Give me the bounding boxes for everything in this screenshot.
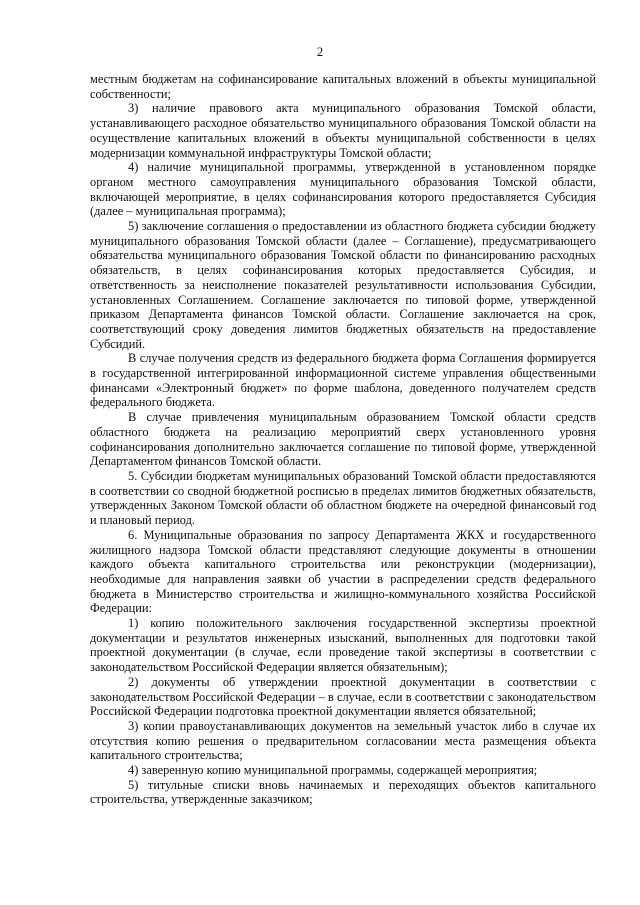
paragraph-doc-1: 1) копию положительного заключения государственной экспертизы проектной документации и результатов инженерных изысканий, выполненных для подготовки такой проектной документации (в случае, если проведение такой экспертизы в соответствии с законодательством Российской Федерации является обязательным); bbox=[90, 616, 596, 675]
paragraph-item-4: 4) наличие муниципальной программы, утвержденной в установленном порядке органом местного самоуправления муниципального образования Томской области, включающей мероприятие, в целях софинансирования которого предоставляется Субсидия (далее – муниципальная программа); bbox=[90, 160, 596, 219]
paragraph-section-5: 5. Субсидии бюджетам муниципальных образований Томской области предоставляются в соответствии со сводной бюджетной росписью в пределах лимитов бюджетных обязательств, утвержденных Законом Томской области об областном бюджете на очередной финансовый год и плановый период. bbox=[90, 468, 596, 528]
paragraph-doc-3: 3) копии правоустанавливающих документов на земельный участок либо в случае их отсутствия копию решения о предварительном согласовании места размещения объекта капитального строительства; bbox=[90, 718, 596, 763]
paragraph-section-6: 6. Муниципальные образования по запросу Департамента ЖКХ и государственного жилищного надзора Томской области представляют следующие документы в отношении каждого объекта капитального строительства или реконструкции (модернизации), необходимые для направления заявки об участии в распределении средств федерального бюджета в Министерство строительства и жилищно-коммунального хозяйства Российской Федерации: bbox=[90, 527, 596, 616]
paragraph-additional-funding: В случае привлечения муниципальным образованием Томской области средств областного бюджета на реализацию мероприятий сверх установленного уровня софинансирования дополнительно заключается соглашение по типовой форме, утвержденной Департаментом финансов Томской области. bbox=[90, 410, 596, 469]
paragraph-item-3: 3) наличие правового акта муниципального образования Томской области, устанавливающего расходное обязательство муниципального образования Томской области на осуществление капитальных вложений в объекты муниципальной собственности в целях модернизации коммунальной инфраструктуры Томской области; bbox=[90, 101, 596, 160]
paragraph-doc-5: 5) титульные списки вновь начинаемых и переходящих объектов капитального строительства, утвержденные заказчиком; bbox=[90, 777, 596, 807]
document-body bbox=[90, 72, 596, 807]
paragraph-item-5: 5) заключение соглашения о предоставлении из областного бюджета субсидии бюджету муниципального образования Томской области (далее – Соглашение), предусматривающего обязательства муниципального образования Томской области по финансированию расходных обязательств, в целях софинансирования которых предоставляется Субсидия, и ответственность за неисполнение показателей результативности использования Субсидии, установленных Соглашением. Соглашение заключается по типовой форме, утвержденной приказом Департамента финансов Томской области. Соглашение заключается на срок, соответствующий сроку доведения лимитов бюджетных обязательств на предоставление Субсидий. bbox=[90, 219, 596, 351]
page-number: 2 bbox=[316, 44, 324, 59]
paragraph-federal-budget: В случае получения средств из федерального бюджета форма Соглашения формируется в государственной интегрированной информационной системе управления общественными финансами «Электронный бюджет» по форме шаблона, доведенного получателем средств федерального бюджета. bbox=[90, 351, 596, 410]
paragraph-doc-4: 4) заверенную копию муниципальной программы, содержащей мероприятия; bbox=[128, 763, 538, 778]
paragraph-continuation: местным бюджетам на софинансирование капитальных вложений в объекты муниципальной собственности; bbox=[90, 72, 596, 101]
paragraph-doc-2: 2) документы об утверждении проектной документации в соответствии с законодательством Российской Федерации – в случае, если в соответствии с законодательством Российской Федерации подготовка проектной документации является обязательной; bbox=[90, 674, 596, 719]
